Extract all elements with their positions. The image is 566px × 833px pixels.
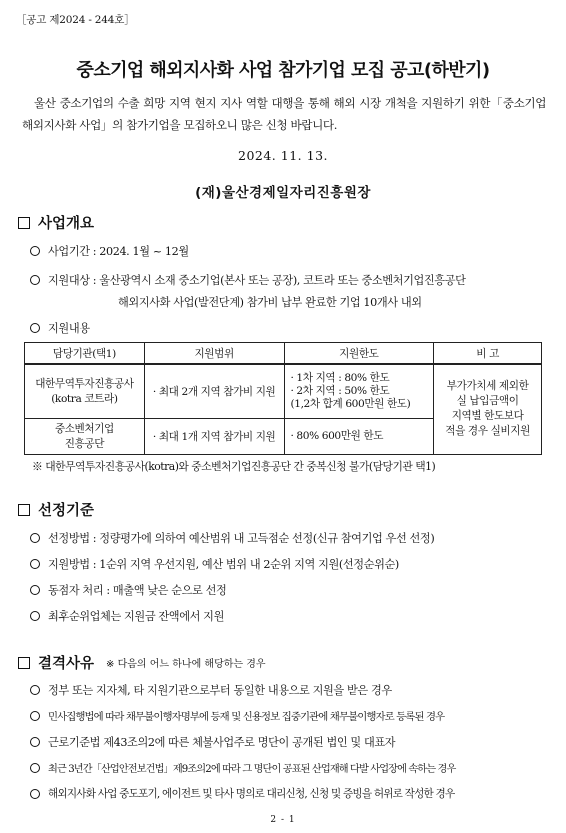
overview-item-target-continued: 해외지사화 사업(발전단계) 참가비 납부 완료한 기업 10개사 내외 (118, 296, 422, 309)
section-heading-selection: 선정기준 (18, 499, 94, 520)
page-title: 중소기업 해외지사화 사업 참가기업 모집 공고(하반기) (76, 60, 490, 81)
column-header-remark: 비 고 (434, 343, 542, 365)
square-bullet-icon (18, 504, 30, 516)
square-bullet-icon (18, 657, 30, 669)
column-header-agency: 담당기관(택1) (25, 343, 145, 365)
circle-bullet-icon (30, 533, 40, 543)
support-table (24, 342, 542, 455)
circle-bullet-icon (30, 763, 40, 773)
column-header-scope: 지원범위 (144, 343, 284, 365)
overview-item-target: 지원대상 : 울산광역시 소재 중소기업(본사 또는 공장), 코트라 또는 중소벤처기업진흥공단 (30, 272, 554, 288)
selection-item: 최후순위업체는 지원금 잔액에서 지원 (30, 608, 554, 624)
intro-paragraph: 울산 중소기업의 수출 희망 지역 현지 지사 역할 대행을 통해 해외 시장 개척을 지원하기 위한「중소기업 해외지사화 사업」의 참가기업을 모집하오니 많은 신청 바랍니다. (22, 96, 546, 132)
page-number: 2 - 1 (270, 815, 296, 825)
agency-cell: 대한무역투자진흥공사 (kotra 코트라) (25, 364, 145, 418)
section-heading-overview: 사업개요 (18, 212, 94, 233)
limit-cell: · 1차 지역 : 80% 한도 · 2차 지역 : 50% 한도 (1,2차 합계 600만원 한도) (284, 364, 434, 418)
disqualify-note: ※ 다음의 어느 하나에 해당하는 경우 (106, 659, 266, 670)
selection-item: 선정방법 : 정량평가에 의하여 예산범위 내 고득점순 선정(신규 참여기업 우선 선정) (30, 530, 554, 546)
circle-bullet-icon (30, 246, 40, 256)
circle-bullet-icon (30, 559, 40, 569)
scope-cell: · 최대 2개 지역 참가비 지원 (144, 364, 284, 418)
circle-bullet-icon (30, 585, 40, 595)
disqualify-item: 정부 또는 지자체, 타 지원기관으로부터 동일한 내용으로 지원을 받은 경우 (30, 682, 554, 698)
circle-bullet-icon (30, 611, 40, 621)
square-bullet-icon (18, 217, 30, 229)
notice-number: ［공고 제2024 - 244호］ (16, 14, 135, 26)
disqualify-item: 최근 3년간「산업안전보건법」제9조의2에 따라 그 명단이 공표된 산업재해 다발 사업장에 속하는 경우 (30, 760, 554, 775)
issuing-organization: (재)울산경제일자리진흥원장 (195, 185, 371, 201)
circle-bullet-icon (30, 711, 40, 721)
circle-bullet-icon (30, 789, 40, 799)
section-heading-disqualify: 결격사유 ※ 다음의 어느 하나에 해당하는 경우 (18, 652, 266, 673)
selection-item: 동점자 처리 : 매출액 낮은 순으로 선정 (30, 582, 554, 598)
scope-cell: · 최대 1개 지역 참가비 지원 (144, 418, 284, 454)
table-row (25, 364, 542, 418)
disqualify-item: 근로기준법 제43조의2에 따른 체불사업주로 명단이 공개된 법인 및 대표자 (30, 734, 554, 750)
circle-bullet-icon (30, 323, 40, 333)
remark-cell: 부가가치세 제외한 실 납입금액이 지역별 한도보다 적을 경우 실비지원 (434, 364, 542, 454)
circle-bullet-icon (30, 737, 40, 747)
table-note: ※ 대한무역투자진흥공사(kotra)와 중소벤처기업진흥공단 간 중복신청 불가(담당기관 택1) (32, 460, 436, 473)
selection-item: 지원방법 : 1순위 지역 우선지원, 예산 범위 내 2순위 지역 지원(선정순위순) (30, 556, 554, 572)
disqualify-item: 민사집행법에 따라 채무불이행자명부에 등재 및 신용정보 집중기관에 채무불이행자로 등록된 경우 (30, 708, 554, 723)
limit-cell: · 80% 600만원 한도 (284, 418, 434, 454)
overview-item-period: 사업기간 : 2024. 1월 ~ 12월 (30, 243, 554, 259)
announcement-date: 2024. 11. 13. (238, 148, 328, 163)
disqualify-item: 해외지사화 사업 중도포기, 에이전트 및 타사 명의로 대리신청, 신청 및 증빙을 허위로 작성한 경우 (30, 786, 554, 801)
column-header-limit: 지원한도 (284, 343, 434, 365)
circle-bullet-icon (30, 275, 40, 285)
overview-item-content: 지원내용 (30, 320, 554, 336)
circle-bullet-icon (30, 685, 40, 695)
table-header-row (25, 343, 542, 365)
agency-cell: 중소벤처기업 진흥공단 (25, 418, 145, 454)
